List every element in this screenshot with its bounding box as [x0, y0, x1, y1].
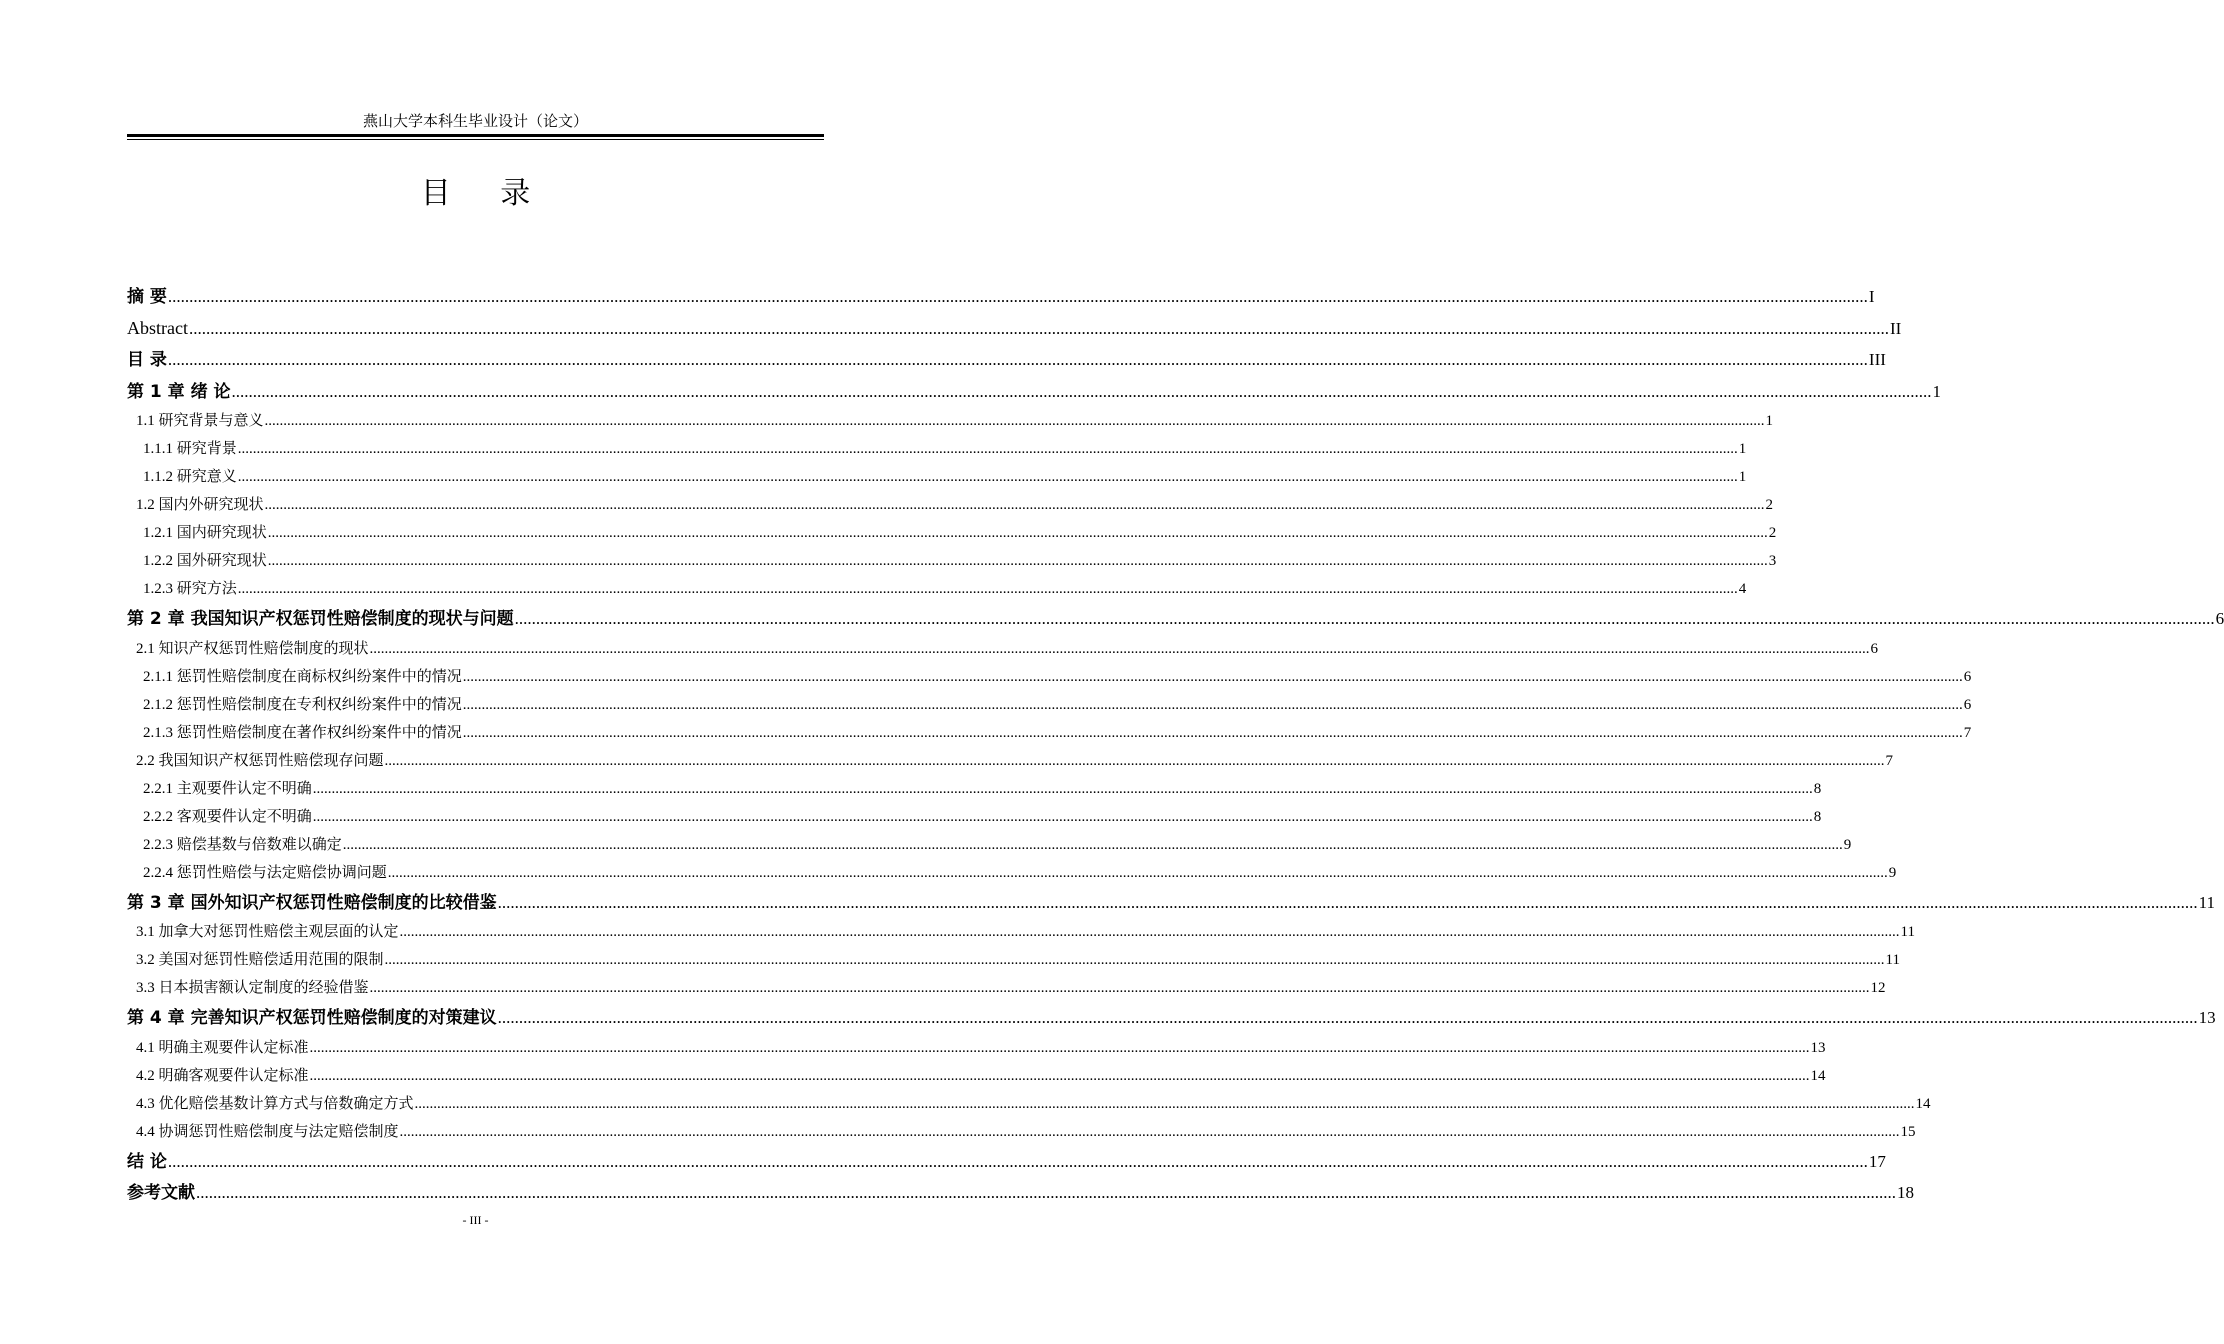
toc-entry-page: 6: [1963, 696, 1972, 713]
toc-dot-leader: ................................................................................................................................................................................................................................................................................................................................................................................................................: [399, 924, 1900, 940]
toc-dot-leader: ................................................................................................................................................................................................................................................................................................................................................................................................................: [237, 441, 1738, 457]
toc-entry-page: 17: [1868, 1151, 1886, 1171]
toc-dot-leader: ................................................................................................................................................................................................................................................................................................................................................................................................................: [342, 836, 1843, 853]
toc-entry[interactable]: [127, 1118, 1916, 1146]
toc-entry[interactable]: [127, 831, 1852, 859]
toc-entry-page: 7: [1885, 752, 1894, 769]
toc-entry-label: 1.1 研究背景与意义: [136, 413, 264, 429]
toc-entry[interactable]: [127, 435, 1747, 463]
toc-entry-label: 2.1 知识产权惩罚性赔偿制度的现状: [136, 640, 369, 657]
page-number-footer: - III -: [462, 1213, 489, 1227]
toc-entry-label: Abstract: [127, 317, 188, 338]
toc-entry-label: 2.1.3 惩罚性赔偿制度在著作权纠纷案件中的情况: [143, 724, 462, 741]
toc-entry-page: 1: [1738, 441, 1747, 457]
toc-entry[interactable]: [127, 547, 1777, 575]
toc-entry[interactable]: [127, 463, 1747, 491]
toc-entry-page: 11: [2198, 892, 2215, 912]
toc-dot-leader: ................................................................................................................................................................................................................................................................................................................................................................................................................: [312, 808, 1813, 825]
toc-entry[interactable]: [127, 1090, 1931, 1118]
toc-dot-leader: ................................................................................................................................................................................................................................................................................................................................................................................................................: [384, 752, 1885, 769]
toc-dot-leader: ................................................................................................................................................................................................................................................................................................................................................................................................................: [309, 1039, 1810, 1056]
toc-entry-label: 1.2.1 国内研究现状: [143, 525, 267, 541]
toc-dot-leader: ................................................................................................................................................................................................................................................................................................................................................................................................................: [188, 318, 1889, 338]
toc-dot-leader: ................................................................................................................................................................................................................................................................................................................................................................................................................: [167, 350, 1868, 369]
toc-entry-label: 1.2.3 研究方法: [143, 581, 237, 597]
toc-entry-page: II: [1889, 318, 1902, 338]
toc-entry[interactable]: [127, 1034, 1826, 1062]
toc-dot-leader: ................................................................................................................................................................................................................................................................................................................................................................................................................: [369, 980, 1870, 996]
toc-entry[interactable]: [127, 663, 1972, 691]
toc-entry-page: 13: [2198, 1008, 2216, 1027]
toc-entry[interactable]: [127, 491, 1774, 519]
toc-dot-leader: ................................................................................................................................................................................................................................................................................................................................................................................................................: [497, 892, 2198, 912]
toc-entry-page: III: [1868, 350, 1886, 369]
toc-entry-page: 2: [1765, 497, 1774, 513]
toc-entry-label: 3.1 加拿大对惩罚性赔偿主观层面的认定: [136, 924, 399, 940]
toc-entry[interactable]: [127, 859, 1897, 887]
toc-entry-page: 1: [1765, 413, 1774, 429]
toc-entry-label: 2.2.4 惩罚性赔偿与法定赔偿协调问题: [143, 864, 387, 881]
toc-dot-leader: ................................................................................................................................................................................................................................................................................................................................................................................................................: [167, 1151, 1868, 1171]
toc-entry[interactable]: [127, 603, 2224, 635]
toc-entry[interactable]: [127, 344, 1886, 376]
toc-dot-leader: ................................................................................................................................................................................................................................................................................................................................................................................................................: [384, 952, 1885, 968]
toc-entry-page: 6: [1963, 668, 1972, 685]
toc-entry-label: 第 3 章 国外知识产权惩罚性赔偿制度的比较借鉴: [127, 892, 497, 913]
toc-entry-label: 2.2 我国知识产权惩罚性赔偿现存问题: [136, 752, 384, 769]
toc-entry[interactable]: [127, 1002, 2216, 1034]
toc-entry[interactable]: [127, 313, 1902, 345]
toc-entry-label: 4.3 优化赔偿基数计算方式与倍数确定方式: [136, 1095, 414, 1112]
toc-entry-label: 2.2.3 赔偿基数与倍数难以确定: [143, 836, 342, 853]
toc-entry-label: 参考文献: [127, 1183, 195, 1203]
toc-entry-label: 第 4 章 完善知识产权惩罚性赔偿制度的对策建议: [127, 1008, 497, 1028]
toc-entry[interactable]: [127, 691, 1972, 719]
toc-dot-leader: ................................................................................................................................................................................................................................................................................................................................................................................................................: [267, 525, 1768, 541]
toc-entry[interactable]: [127, 407, 1774, 435]
running-header: 燕山大学本科生毕业设计（论文）: [362, 114, 588, 130]
toc-dot-leader: ................................................................................................................................................................................................................................................................................................................................................................................................................: [231, 381, 1932, 401]
toc-entry-page: 11: [1885, 952, 1900, 968]
toc-entry-label: 2.1.1 惩罚性赔偿制度在商标权纠纷案件中的情况: [143, 668, 462, 685]
page-title: [127, 174, 824, 214]
toc-dot-leader: ................................................................................................................................................................................................................................................................................................................................................................................................................: [309, 1067, 1810, 1084]
toc-dot-leader: ................................................................................................................................................................................................................................................................................................................................................................................................................: [414, 1095, 1915, 1112]
toc-entry-label: 4.4 协调惩罚性赔偿制度与法定赔偿制度: [136, 1123, 399, 1140]
toc-entry-label: 3.2 美国对惩罚性赔偿适用范围的限制: [136, 952, 384, 968]
toc-entry[interactable]: [127, 918, 1915, 946]
toc-dot-leader: ................................................................................................................................................................................................................................................................................................................................................................................................................: [264, 413, 1765, 429]
toc-entry-label: 摘 要: [127, 287, 167, 307]
toc-entry[interactable]: [127, 946, 1900, 974]
toc-dot-leader: ................................................................................................................................................................................................................................................................................................................................................................................................................: [237, 469, 1738, 485]
toc-entry-label: 3.3 日本损害额认定制度的经验借鉴: [136, 980, 369, 996]
toc-entry-page: 11: [1900, 924, 1915, 940]
toc-dot-leader: ................................................................................................................................................................................................................................................................................................................................................................................................................: [312, 780, 1813, 797]
toc-entry-page: 18: [1897, 1183, 1914, 1202]
toc-entry-page: 1: [1738, 469, 1747, 485]
toc-entry-page: 2: [1768, 525, 1777, 541]
toc-entry-label: 1.1.1 研究背景: [143, 441, 237, 457]
toc-entry-page: 8: [1813, 780, 1822, 797]
toc-dot-leader: ................................................................................................................................................................................................................................................................................................................................................................................................................: [387, 864, 1888, 881]
toc-entry[interactable]: [127, 281, 1875, 313]
toc-entry[interactable]: [127, 719, 1972, 747]
toc-entry[interactable]: [127, 747, 1894, 775]
toc-dot-leader: ................................................................................................................................................................................................................................................................................................................................................................................................................: [462, 668, 1963, 685]
toc-entry-label: 2.2.1 主观要件认定不明确: [143, 780, 312, 797]
header-rule-thick: [127, 134, 824, 137]
toc-entry[interactable]: [127, 519, 1777, 547]
toc-dot-leader: ................................................................................................................................................................................................................................................................................................................................................................................................................: [514, 609, 2215, 628]
toc-dot-leader: ................................................................................................................................................................................................................................................................................................................................................................................................................: [497, 1008, 2198, 1027]
toc-entry-label: 2.2.2 客观要件认定不明确: [143, 808, 312, 825]
toc-dot-leader: ................................................................................................................................................................................................................................................................................................................................................................................................................: [264, 497, 1765, 513]
toc-entry-label: 4.2 明确客观要件认定标准: [136, 1067, 309, 1084]
toc-entry-page: 3: [1768, 553, 1777, 569]
toc-entry-label: 2.1.2 惩罚性赔偿制度在专利权纠纷案件中的情况: [143, 696, 462, 713]
toc-entry-page: 7: [1963, 724, 1972, 741]
toc-entry-label: 目 录: [127, 350, 167, 370]
toc-dot-leader: ................................................................................................................................................................................................................................................................................................................................................................................................................: [399, 1123, 1900, 1140]
toc-entry-page: 13: [1810, 1039, 1826, 1056]
toc-entry-page: 9: [1888, 864, 1897, 881]
toc-entry-page: 4: [1738, 581, 1747, 597]
table-of-contents: [127, 281, 2224, 1209]
toc-entry[interactable]: [127, 376, 1942, 408]
toc-entry-label: 1.1.2 研究意义: [143, 469, 237, 485]
toc-entry-label: 结 论: [127, 1151, 167, 1172]
toc-dot-leader: ................................................................................................................................................................................................................................................................................................................................................................................................................: [167, 287, 1868, 306]
toc-entry-page: 1: [1932, 381, 1942, 401]
toc-entry-page: 6: [1870, 640, 1879, 657]
toc-entry[interactable]: [127, 575, 1747, 603]
toc-entry-page: 9: [1843, 836, 1852, 853]
toc-entry[interactable]: [127, 803, 1822, 831]
toc-dot-leader: ................................................................................................................................................................................................................................................................................................................................................................................................................: [462, 696, 1963, 713]
toc-entry-page: I: [1868, 287, 1875, 306]
toc-dot-leader: ................................................................................................................................................................................................................................................................................................................................................................................................................: [196, 1183, 1896, 1202]
toc-entry-page: 14: [1810, 1067, 1826, 1084]
toc-entry-label: 第 2 章 我国知识产权惩罚性赔偿制度的现状与问题: [127, 609, 514, 629]
toc-entry-page: 8: [1813, 808, 1822, 825]
toc-entry[interactable]: [127, 635, 1879, 663]
page-title-text: 目 录: [420, 176, 551, 211]
toc-entry-page: 12: [1870, 980, 1886, 996]
toc-entry-label: 1.2 国内外研究现状: [136, 497, 264, 513]
toc-dot-leader: ................................................................................................................................................................................................................................................................................................................................................................................................................: [267, 553, 1768, 569]
toc-entry[interactable]: [127, 887, 2215, 919]
toc-entry[interactable]: [127, 1146, 1886, 1178]
toc-dot-leader: ................................................................................................................................................................................................................................................................................................................................................................................................................: [369, 640, 1870, 657]
toc-entry[interactable]: [127, 775, 1822, 803]
header-rule-thin: [127, 139, 824, 140]
toc-entry-label: 4.1 明确主观要件认定标准: [136, 1039, 309, 1056]
toc-entry-page: 15: [1900, 1123, 1916, 1140]
toc-entry[interactable]: [127, 1062, 1826, 1090]
toc-dot-leader: ................................................................................................................................................................................................................................................................................................................................................................................................................: [237, 581, 1738, 597]
toc-entry-label: 第 1 章 绪 论: [127, 381, 231, 402]
toc-entry[interactable]: [127, 974, 1886, 1002]
toc-entry-page: 14: [1915, 1095, 1931, 1112]
toc-entry-page: 6: [2215, 609, 2224, 628]
toc-dot-leader: ................................................................................................................................................................................................................................................................................................................................................................................................................: [462, 724, 1963, 741]
toc-entry-label: 1.2.2 国外研究现状: [143, 553, 267, 569]
toc-entry[interactable]: [127, 1177, 1914, 1209]
